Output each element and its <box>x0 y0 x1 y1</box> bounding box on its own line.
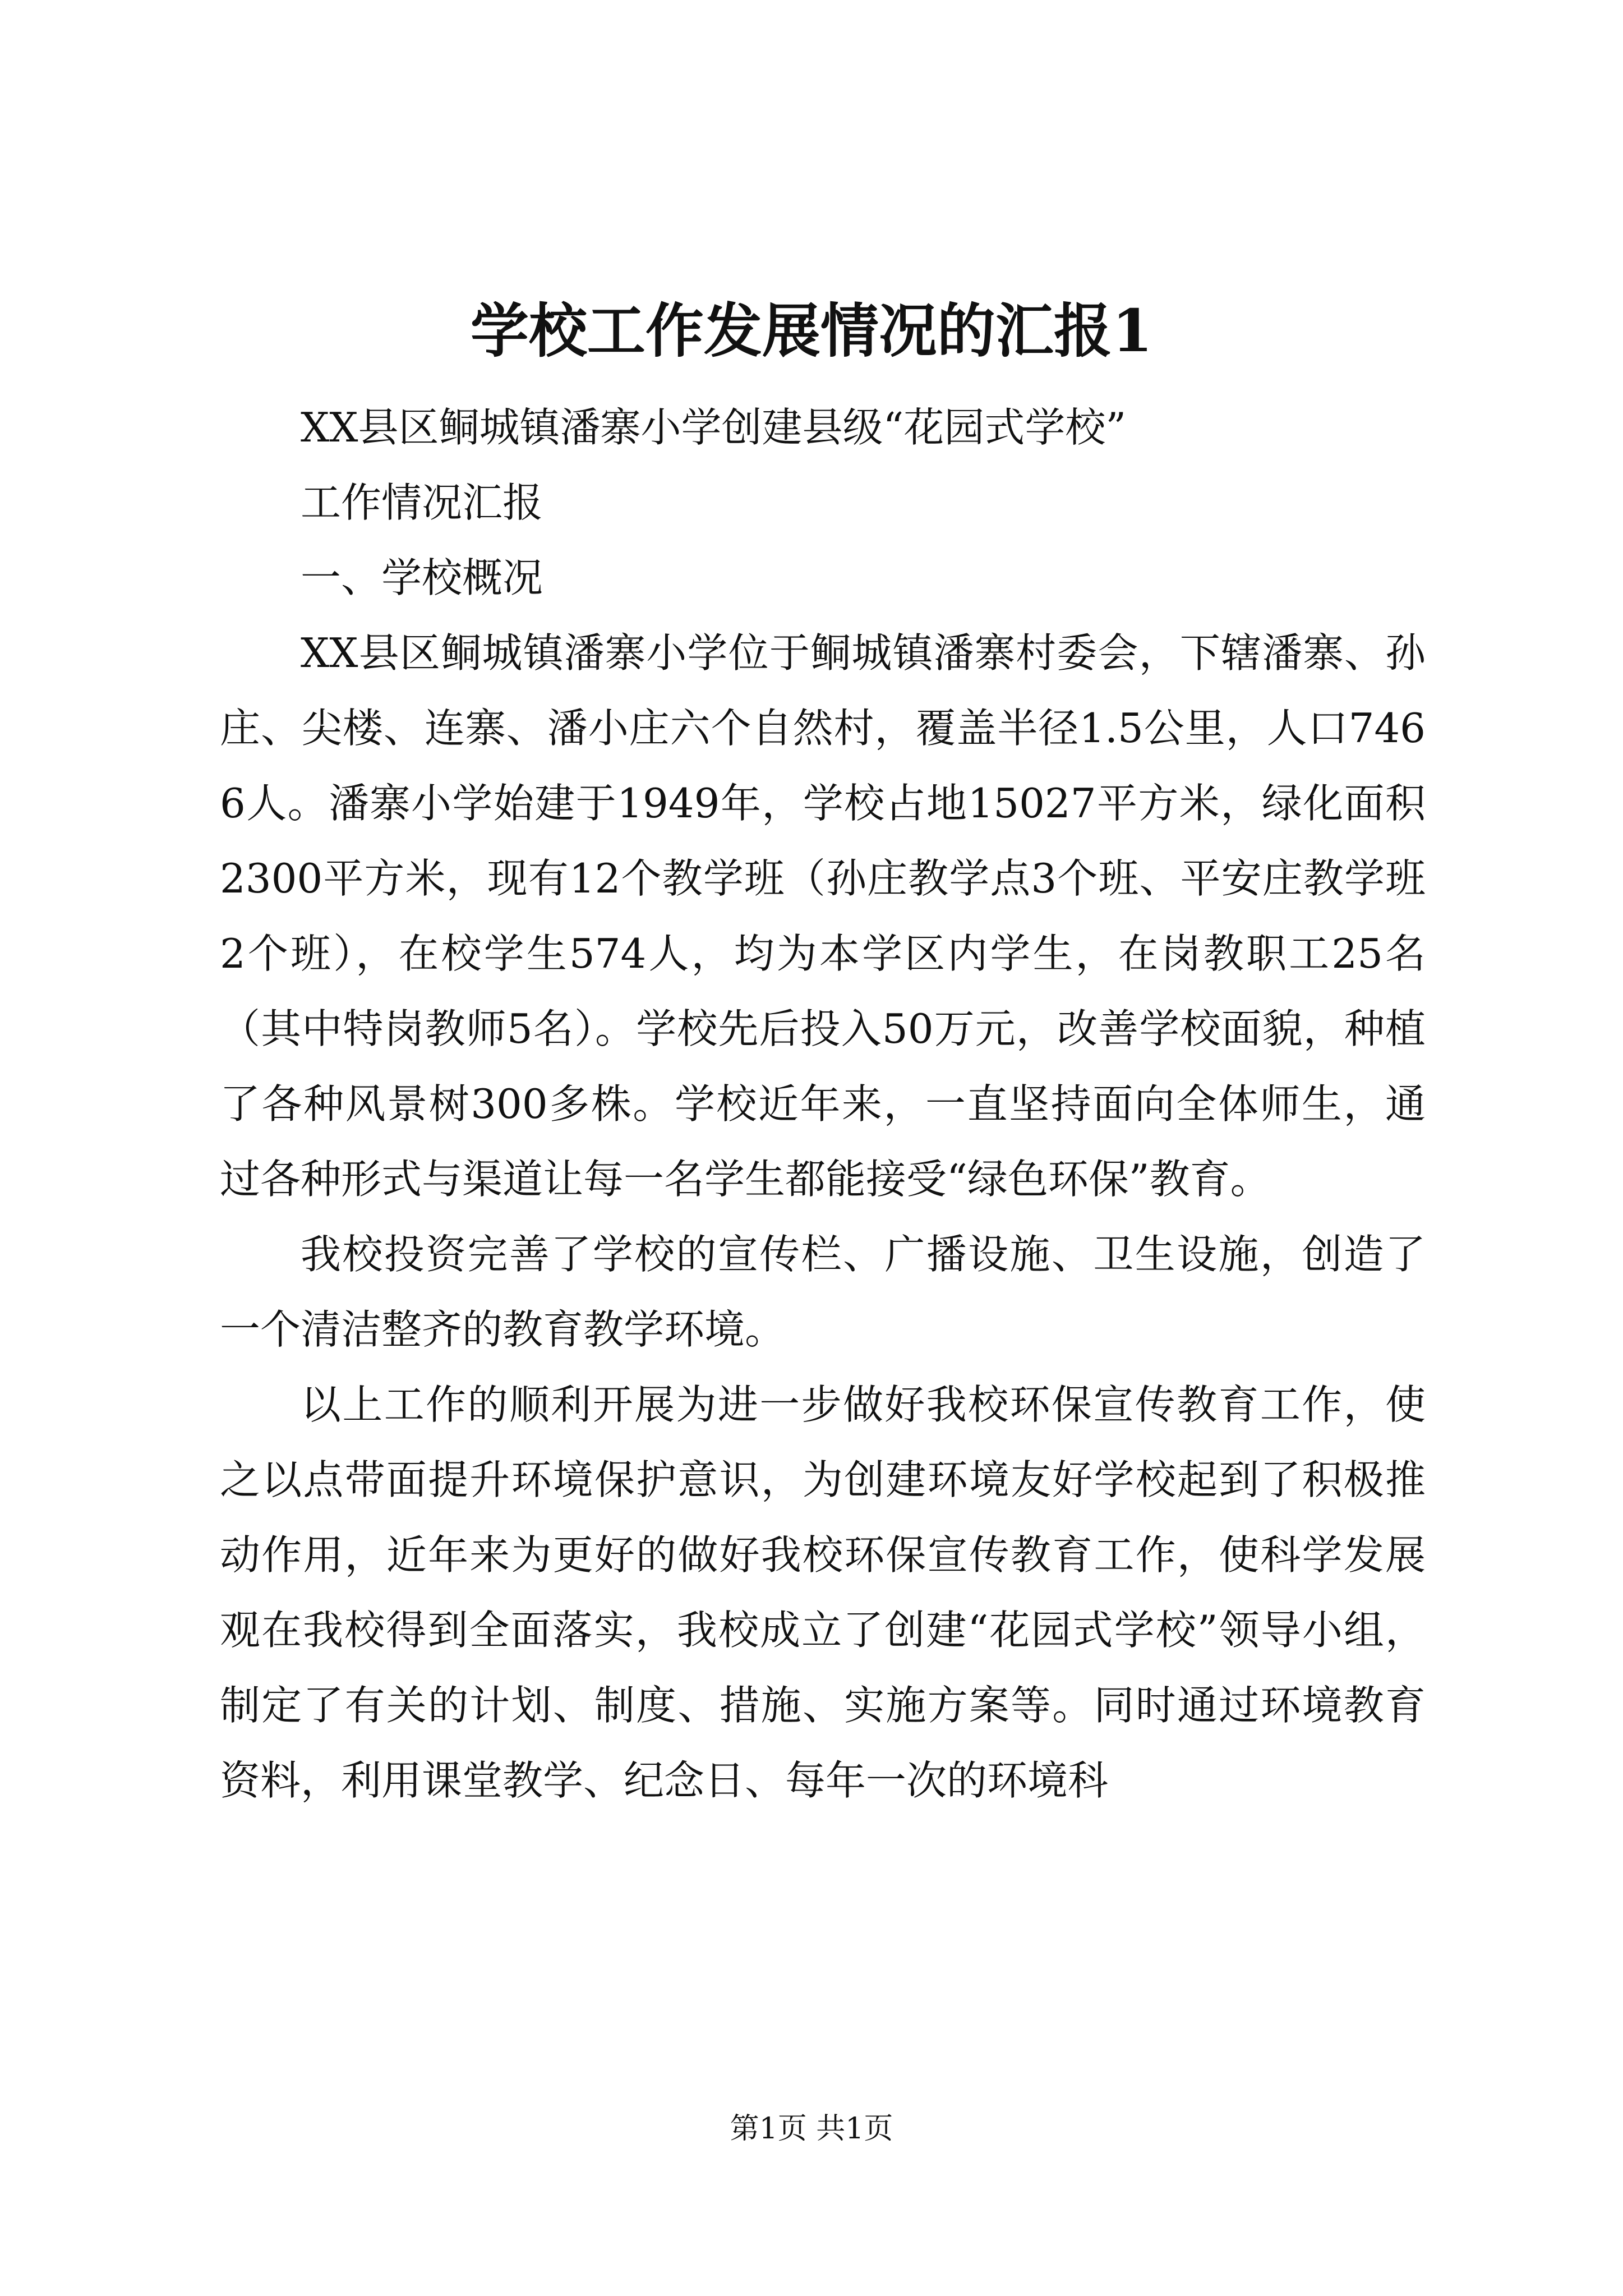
section-heading: 一、学校概况 <box>301 554 543 601</box>
page-footer: 第1页 共1页 <box>730 2112 893 2146</box>
subtitle-line-1: XX县区鲖城镇潘寨小学创建县级“花园式学校” <box>301 404 1127 451</box>
paragraph: 我校投资完善了学校的宣传栏、广播设施、卫生设施，创造了一个清洁整齐的教育教学环境。 <box>220 1231 1426 1353</box>
subtitle-line-2: 工作情况汇报 <box>301 479 543 526</box>
paragraph: XX县区鲖城镇潘寨小学位于鲖城镇潘寨村委会，下辖潘寨、孙庄、尖楼、连寨、潘小庄六个自然村，覆盖半径1.5公里，人口7466人。潘寨小学始建于1949年，学校占地15027平方米，绿化面积2300平方米，现有12个教学班（孙庄教学点3个班、平安庄教学班2个班），在校学生574人，均为本学区内学生，在岗教职工25名（其中特岗教师5名）。学校先后投入50万元，改善学校面貌，种植了各种风景树300多株。学校近年来，一直坚持面向全体师生，通过各种形式与渠道让每一名学生都能接受“绿色环保”教育。 <box>220 629 1426 1203</box>
document-title: 学校工作发展情况的汇报1 <box>470 296 1153 365</box>
document-body <box>220 390 1426 1818</box>
paragraph: 以上工作的顺利开展为进一步做好我校环保宣传教育工作，使之以点带面提升环境保护意识，为创建环境友好学校起到了积极推动作用，近年来为更好的做好我校环保宣传教育工作，使科学发展观在我校得到全面落实，我校成立了创建“花园式学校”领导小组，制定了有关的计划、制度、措施、实施方案等。同时通过环境教育资料，利用课堂教学、纪念日、每年一次的环境科 <box>220 1381 1426 1804</box>
